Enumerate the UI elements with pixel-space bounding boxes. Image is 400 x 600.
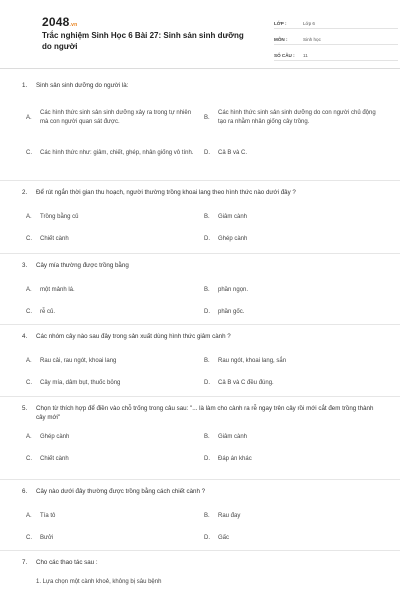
option-c[interactable] [22,138,200,168]
option-text: Giâm cành [218,433,248,440]
question-divider [0,324,400,325]
option-b[interactable] [200,350,378,372]
option-c[interactable] [22,301,200,323]
question-text: Cây mía thường được trồng bằng [36,262,129,269]
option-text: Rau đay [218,512,241,519]
option-letter: A. [26,357,32,364]
option-text: Cả B và C. [218,149,248,156]
option-a[interactable] [22,426,200,448]
question-number: 6. [22,488,28,495]
option-letter: B. [204,357,210,364]
option-text: Cả B và C đều đúng. [218,379,274,386]
option-text: Ghép cành [218,235,248,242]
option-b[interactable] [200,426,378,448]
option-d[interactable] [200,138,378,168]
option-text: Giâm cành [218,213,248,220]
option-text: rễ củ. [40,308,56,315]
option-b[interactable] [200,98,378,138]
option-letter: D. [204,379,210,386]
question-number: 7. [22,559,28,566]
logo-suffix: .vn [69,22,78,28]
question-number: 3. [22,262,28,269]
option-letter: C. [26,149,32,156]
question-divider [0,253,400,254]
site-logo[interactable] [42,15,77,29]
option-letter: C. [26,455,32,462]
option-letter: C. [26,235,32,242]
question-7 [22,558,378,585]
option-letter: D. [204,308,210,315]
option-letter: D. [204,149,210,156]
option-letter: C. [26,308,32,315]
meta-row-count [274,48,398,61]
option-text: Các hình thức như: giâm, chiết, ghép, nhân giống vô tính. [40,149,194,156]
meta-row-subject [274,32,398,45]
option-text: Rau cải, rau ngót, khoai lang [40,357,117,364]
question-divider [0,396,400,397]
option-letter: D. [204,534,210,541]
option-text: một mảnh lá. [40,286,75,293]
option-text: Đáp án khác [218,455,252,462]
option-b[interactable] [200,206,378,228]
option-a[interactable] [22,350,200,372]
option-letter: A. [26,286,32,293]
option-text: Chiết cành [40,455,69,462]
option-d[interactable] [200,301,378,323]
meta-key: SỐ CÂU : [274,53,295,58]
question-text: Cây nào dưới đây thường được trồng bằng cách chiết cành ? [36,488,206,495]
option-text: Tía tô [40,512,56,519]
question-divider [0,550,400,551]
option-b[interactable] [200,505,378,527]
option-letter: A. [26,114,32,121]
option-letter: B. [204,114,210,121]
question-divider [0,180,400,181]
question-4 [22,332,378,394]
option-text: Cây mía, dâm bụt, thuốc bỏng [40,379,121,386]
page-header [20,0,380,66]
option-b[interactable] [200,279,378,301]
option-d[interactable] [200,372,378,394]
step-item: 1. Lựa chọn một cành khoẻ, không bị sâu bệnh [36,579,162,585]
meta-key: LỚP : [274,21,287,26]
option-text: Rau ngót, khoai lang, sắn [218,357,287,364]
option-c[interactable] [22,228,200,250]
question-number: 5. [22,405,28,412]
option-letter: D. [204,235,210,242]
header-divider [0,68,400,69]
option-d[interactable] [200,228,378,250]
option-a[interactable] [22,98,200,138]
meta-value: 11 [303,53,308,58]
option-letter: B. [204,512,210,519]
option-letter: D. [204,455,210,462]
option-d[interactable] [200,448,378,470]
option-text: phần ngọn. [218,286,249,293]
meta-value: Lớp 6 [303,21,315,26]
question-number: 2. [22,189,28,196]
option-text: Trồng bằng củ [40,213,79,220]
option-letter: B. [204,286,210,293]
question-1 [22,81,378,168]
option-text: phần gốc. [218,308,245,315]
meta-row-class [274,16,398,29]
option-c[interactable] [22,372,200,394]
question-number: 1. [22,82,28,89]
question-text: Chọn từ thích hợp để điền vào chỗ trống trong câu sau: "... là làm cho cành ra rễ ngay trên cây rồi mới cắt đem trồng thành cây mới" [36,405,374,421]
question-6 [22,487,378,549]
meta-key: MÔN : [274,37,288,42]
option-text: Các hình thức sinh sản sinh dưỡng do con người chủ động tạo ra nhằm nhân giống cây trồng. [218,110,376,125]
option-letter: A. [26,433,32,440]
option-text: Gấc [218,534,230,541]
option-letter: C. [26,534,32,541]
option-text: Ghép cành [40,433,70,440]
meta-value: Sinh học [303,37,321,42]
option-letter: A. [26,512,32,519]
option-a[interactable] [22,505,200,527]
question-number: 4. [22,333,28,340]
option-text: Chiết cành [40,235,69,242]
question-text: Các nhóm cây nào sau đây trong sản xuất dùng hình thức giâm cành ? [36,333,231,340]
option-d[interactable] [200,527,378,549]
option-letter: B. [204,433,210,440]
option-c[interactable] [22,527,200,549]
page-title: Trắc nghiệm Sinh Học 6 Bài 27: Sinh sản sinh dưỡng do người [42,31,244,51]
question-divider [0,479,400,480]
option-text: Bưởi [40,534,54,541]
question-5 [22,404,378,470]
question-3 [22,261,378,323]
question-text: Để rút ngắn thời gian thu hoạch, người thường trồng khoai lang theo hình thức nào dưới đây ? [36,189,296,196]
option-letter: B. [204,213,210,220]
question-text: Cho các thao tác sau : [36,559,98,566]
option-text: Các hình thức sinh sản sinh dưỡng xảy ra trong tự nhiên mà con người quan sát được. [40,110,192,125]
quiz-meta [274,16,398,64]
question-text: Sinh sản sinh dưỡng do người là: [36,82,129,89]
option-letter: C. [26,379,32,386]
option-letter: A. [26,213,32,220]
option-c[interactable] [22,448,200,470]
option-a[interactable] [22,279,200,301]
option-a[interactable] [22,206,200,228]
question-2 [22,188,378,250]
logo-main: 2048 [42,15,70,29]
